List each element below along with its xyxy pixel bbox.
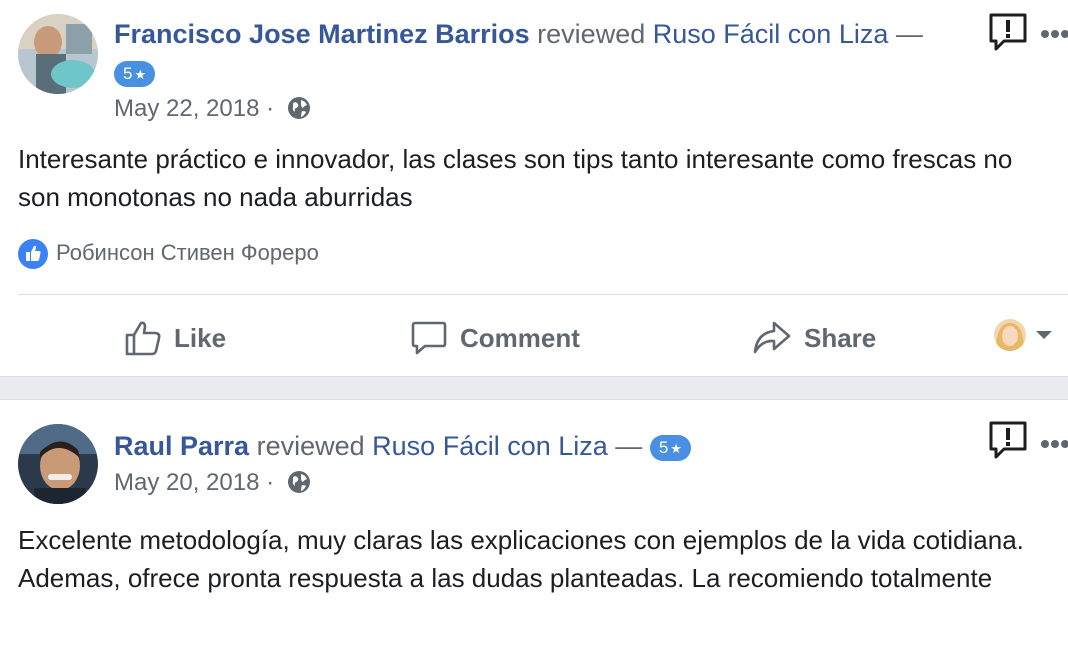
- review-header: [114, 17, 923, 51]
- comment-label: Comment: [460, 322, 580, 353]
- more-options-icon[interactable]: [1040, 436, 1068, 454]
- review-text: Excelente metodología, muy claras las explicaciones con ejemplos de la vida cotidiana. Ademas, ofrece pronta respuesta a las dudas planteadas. La recomiendo totalmente: [18, 525, 1024, 593]
- feed-separator: [0, 376, 1068, 400]
- page-link[interactable]: Ruso Fácil con Liza: [652, 19, 889, 49]
- chevron-down-icon: [1034, 329, 1054, 341]
- author-name[interactable]: Francisco Jose Martinez Barrios: [114, 19, 530, 49]
- report-icon[interactable]: [988, 420, 1028, 465]
- like-button[interactable]: [124, 316, 226, 360]
- action-text: reviewed: [537, 19, 646, 49]
- review-text: Interesante práctico e innovador, las clases son tips tanto interesante como frescas no son monotonas no nada aburridas: [18, 144, 1013, 212]
- globe-icon[interactable]: [287, 470, 311, 502]
- post-meta: [114, 94, 311, 128]
- post-date[interactable]: May 22, 2018: [114, 95, 260, 122]
- comment-icon: [410, 319, 448, 357]
- globe-icon[interactable]: [287, 96, 311, 128]
- date-separator: ·: [266, 95, 275, 122]
- star-icon: ★: [670, 440, 682, 456]
- like-icon: [18, 239, 48, 269]
- author-avatar[interactable]: [18, 424, 98, 504]
- divider: [18, 294, 1068, 295]
- rating-badge: [650, 435, 691, 461]
- thumbs-up-icon: [124, 319, 162, 357]
- header-separator: —: [615, 431, 643, 461]
- share-label: Share: [804, 322, 877, 353]
- author-avatar[interactable]: [18, 14, 98, 94]
- share-icon: [752, 319, 792, 357]
- comment-button[interactable]: [410, 316, 580, 360]
- rating-value: 5: [658, 437, 669, 457]
- star-icon: ★: [134, 67, 147, 82]
- page-avatar: [994, 319, 1026, 351]
- date-separator: ·: [266, 469, 275, 496]
- reaction-names[interactable]: Робинсон Стивен Фореро: [56, 240, 319, 265]
- header-separator: —: [895, 19, 923, 49]
- like-label: Like: [174, 322, 227, 353]
- review-header: [114, 429, 691, 463]
- author-name[interactable]: Raul Parra: [114, 431, 250, 461]
- share-button[interactable]: [752, 316, 876, 360]
- action-text: reviewed: [256, 431, 365, 461]
- rating-badge: [114, 61, 155, 87]
- page-link[interactable]: Ruso Fácil con Liza: [372, 431, 608, 461]
- post-date[interactable]: May 20, 2018: [114, 469, 260, 496]
- post-meta: [114, 468, 311, 502]
- review-post: [0, 400, 1068, 646]
- report-icon[interactable]: [988, 12, 1028, 57]
- rating-badge-wrap: [114, 61, 155, 87]
- post-as-selector[interactable]: [994, 319, 1054, 351]
- more-options-icon[interactable]: [1040, 26, 1068, 44]
- reaction-summary[interactable]: [18, 238, 319, 269]
- rating-value: 5: [123, 64, 133, 83]
